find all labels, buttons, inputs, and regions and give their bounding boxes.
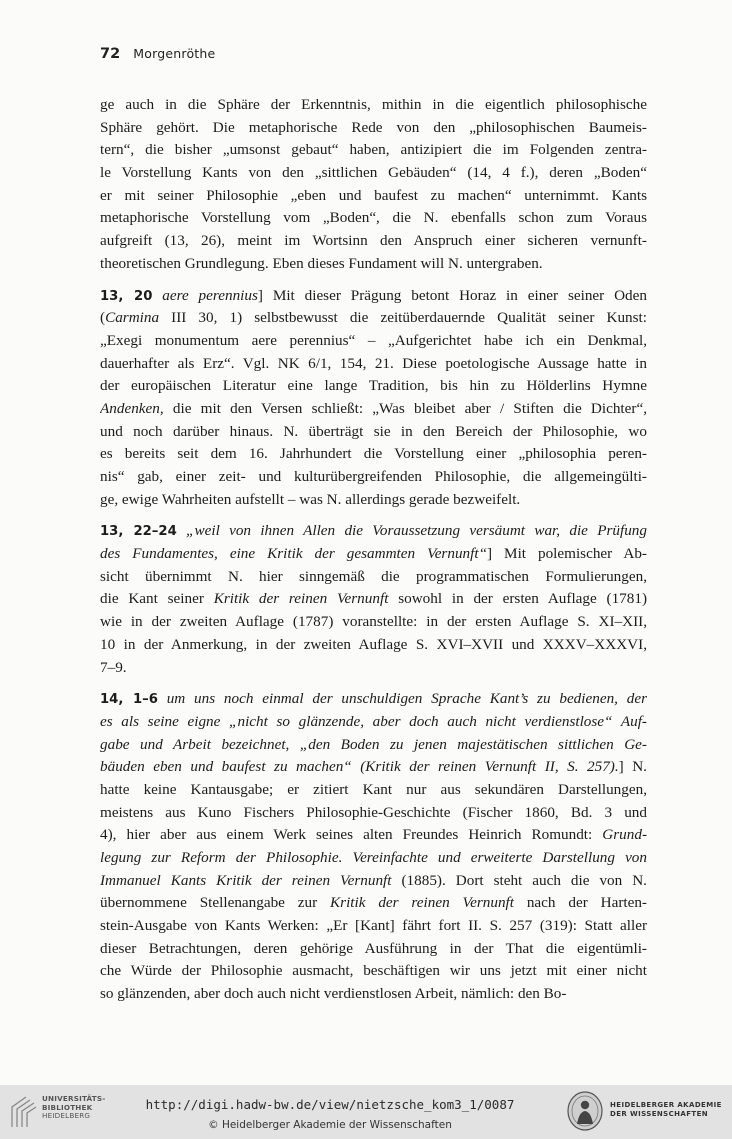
text-segment: 4), hier aber aus einem Werk seines alten Freundes Heinrich Romundt: — [100, 826, 603, 844]
text-line — [100, 915, 647, 938]
text-segment: er mit seiner Philosophie „eben und baufest zu machen“ unternimmt. Kants — [100, 186, 647, 204]
text-segment — [177, 522, 186, 539]
text-segment: der europäischen Literatur eine lange Tradition, bis hin zu Hölderlins Hymne — [100, 377, 647, 395]
text-segment: meistens aus Kuno Fischers Philosophie-Geschichte (Fischer 1860, Bd. 3 und — [100, 803, 647, 821]
digitization-footer — [0, 1085, 732, 1139]
text-segment: sicht übernimmt N. hier sinngemäß die programmatischen Formulierungen, — [100, 567, 647, 585]
text-line — [100, 330, 647, 353]
text-segment: dauerhafter als Erz“. Vgl. NK 6/1, 154, 21. Diese poetologische Aussage hatte in — [100, 354, 647, 372]
text-segment: 10 in der Anmerkung, in der zweiten Auflage S. XVI–XVII und XXXV–XXXVI, — [100, 635, 647, 653]
text-segment: aufgreift (13, 26), meint im Wortsinn den Anspruch einer sicheren vernunft- — [100, 232, 647, 250]
commentary-paragraph — [100, 285, 647, 512]
text-line — [100, 938, 647, 961]
text-segment: ] N. — [618, 758, 647, 776]
text-line — [100, 489, 647, 512]
italic-text: Carmina — [105, 309, 160, 327]
commentary-paragraph — [100, 688, 647, 1006]
text-line — [100, 634, 647, 657]
text-segment: ge, ewige Wahrheiten aufstellt – was N. allerdings gerade bezweifelt. — [100, 490, 521, 508]
italic-text: Andenken — [100, 399, 160, 417]
text-line — [100, 657, 647, 680]
text-line — [100, 139, 647, 162]
text-segment: ] Mit dieser Prägung betont Horaz in einer seiner Oden — [257, 286, 647, 304]
text-line — [100, 960, 647, 983]
text-segment: nis“ gab, einer zeit- und kulturübergreifenden Philosophie, die allgemeingülti- — [100, 468, 647, 485]
text-line — [100, 285, 647, 308]
text-line — [100, 207, 647, 230]
italic-text: aere perennius — [162, 286, 258, 304]
text-line — [100, 520, 647, 543]
text-line — [100, 421, 647, 444]
copyright-notice: © Heidelberger Akademie der Wissenschaften — [208, 1119, 452, 1131]
text-segment: III 30, 1) selbstbewusst die zeitüberdauernde Qualität seiner Kunst: — [159, 309, 647, 327]
text-line — [100, 566, 647, 589]
academy-seal-icon — [566, 1090, 604, 1132]
text-segment: wie in der zweiten Auflage (1787) voranstellte: in der ersten Auflage S. XI–XII, — [100, 613, 647, 631]
text-segment: le Vorstellung Kants von den „sittlichen Gebäuden“ (14, 4 f.), deren „Boden“ — [100, 164, 647, 182]
text-segment: dieser Betrachtungen, deren gehörige Ausführung in der That die eigentümli- — [100, 939, 647, 957]
text-segment: die Kant seiner — [100, 590, 214, 608]
text-line — [100, 824, 647, 847]
text-line — [100, 94, 647, 117]
italic-text: legung zur Reform der Philosophie. Vereinfachte und erweiterte Darstellung von — [100, 849, 647, 866]
text-segment: ] Mit polemischer Ab- — [487, 545, 647, 563]
italic-text: des Fundamentes, eine Kritik der gesammten Vernunft“ — [100, 545, 488, 563]
page-number: 72 — [100, 46, 121, 62]
text-segment: stein-Ausgabe von Kants Werken: „Er [Kant] fährt fort II. S. 257 (319): Statt aller — [100, 917, 647, 935]
lemma-reference: 14, 1–6 — [100, 692, 158, 708]
text-line — [100, 611, 647, 634]
text-line — [100, 443, 647, 466]
italic-text: „weil von ihnen Allen die Voraussetzung versäumt war, die Prüfung — [186, 522, 647, 540]
italic-text: um uns noch einmal der unschuldigen Sprache Kant’s zu bedienen, der — [166, 690, 647, 708]
text-segment: 7–9. — [100, 658, 127, 676]
text-line — [100, 588, 647, 611]
text-segment: und noch darüber hinaus. N. überträgt sie in den Bereich der Philosophie, wo — [100, 422, 647, 440]
text-line — [100, 398, 647, 421]
text-segment — [158, 690, 167, 707]
text-segment: ( — [100, 309, 106, 327]
commentary-text — [100, 94, 647, 1015]
academy-name: HEIDELBERGER AKADEMIE DER WISSENSCHAFTEN — [610, 1101, 722, 1118]
running-title: Morgenröthe — [133, 46, 216, 61]
text-segment: Sphäre gehört. Die metaphorische Rede von den „philosophischen Baumeis- — [100, 118, 647, 136]
text-line — [100, 870, 647, 893]
text-line — [100, 353, 647, 376]
italic-text: Grund- — [602, 826, 647, 844]
italic-text: bäuden eben und baufest zu machen“ (Kritik der reinen Vernunft II, S. 257). — [100, 758, 619, 776]
text-segment: hatte keine Kantausgabe; er zitiert Kant nur aus sekundären Darstellungen, — [100, 780, 647, 798]
text-line — [100, 162, 647, 185]
italic-text: es als seine eigne „nicht so glänzende, aber doch auch nicht verdienstlose“ Auf- — [100, 712, 647, 730]
text-line — [100, 779, 647, 802]
text-line — [100, 375, 647, 398]
text-line — [100, 307, 647, 330]
lemma-reference: 13, 22–24 — [100, 524, 177, 540]
italic-text: gabe und Arbeit bezeichnet, „den Boden zu jenen majestätischen sittlichen Ge- — [100, 735, 647, 753]
university-library-name: UNIVERSITÄTS- BIBLIOTHEK HEIDELBERG — [42, 1094, 106, 1121]
italic-text: Kritik der reinen Vernunft — [330, 894, 514, 912]
text-segment: che Würde der Philosophie ausmacht, beschäftigen wir uns jetzt mit einer nicht — [100, 962, 647, 980]
text-line — [100, 734, 647, 757]
source-url-link[interactable]: http://digi.hadw-bw.de/view/nietzsche_kom3_1/0087 — [145, 1097, 515, 1112]
text-segment: es bereits seit dem 16. Jahrhundert die Vorstellung einer „philosophia peren- — [100, 445, 647, 463]
text-line — [100, 117, 647, 140]
text-line — [100, 892, 647, 915]
commentary-paragraph — [100, 520, 647, 679]
text-line — [100, 230, 647, 253]
text-segment: nach der Harten- — [513, 894, 647, 912]
italic-text: Kritik der reinen Vernunft — [213, 590, 389, 608]
text-line — [100, 543, 647, 566]
text-segment: (1885). Dort steht auch die von N. — [391, 871, 647, 889]
text-segment: sowohl in der ersten Auflage (1781) — [388, 590, 647, 608]
text-line — [100, 711, 647, 734]
text-line — [100, 847, 647, 870]
italic-text: Immanuel Kants Kritik der reinen Vernunft — [100, 871, 392, 889]
text-line — [100, 688, 647, 711]
text-line — [100, 185, 647, 208]
text-line — [100, 253, 647, 276]
text-line — [100, 756, 647, 779]
text-segment: tern“, die bisher „umsonst gebaut“ haben, antizipiert die im Folgenden zentra- — [100, 141, 647, 159]
text-segment: theoretischen Grundlegung. Eben dieses Fundament will N. untergraben. — [100, 254, 543, 272]
text-segment: übernommene Stellenangabe zur — [100, 894, 331, 912]
text-segment: so glänzenden, aber doch auch nicht verdienstlosen Arbeit, nämlich: den Bo- — [100, 985, 567, 1003]
commentary-paragraph — [100, 94, 647, 276]
text-line — [100, 983, 647, 1006]
lemma-reference: 13, 20 — [100, 288, 153, 304]
text-line — [100, 466, 647, 489]
text-segment: , die mit den Versen schließt: „Was bleibet aber / Stiften die Dichter“, — [159, 399, 647, 417]
text-segment: ge auch in die Sphäre der Erkenntnis, mithin in die eigentlich philosophische — [100, 96, 647, 113]
running-header — [100, 43, 215, 62]
text-segment — [152, 287, 162, 304]
text-line — [100, 802, 647, 825]
text-segment: metaphorische Vorstellung vom „Boden“, die N. ebenfalls schon zum Voraus — [100, 209, 647, 227]
text-segment: „Exegi monumentum aere perennius“ – „Aufgerichtet habe ich ein Denkmal, — [100, 331, 647, 349]
